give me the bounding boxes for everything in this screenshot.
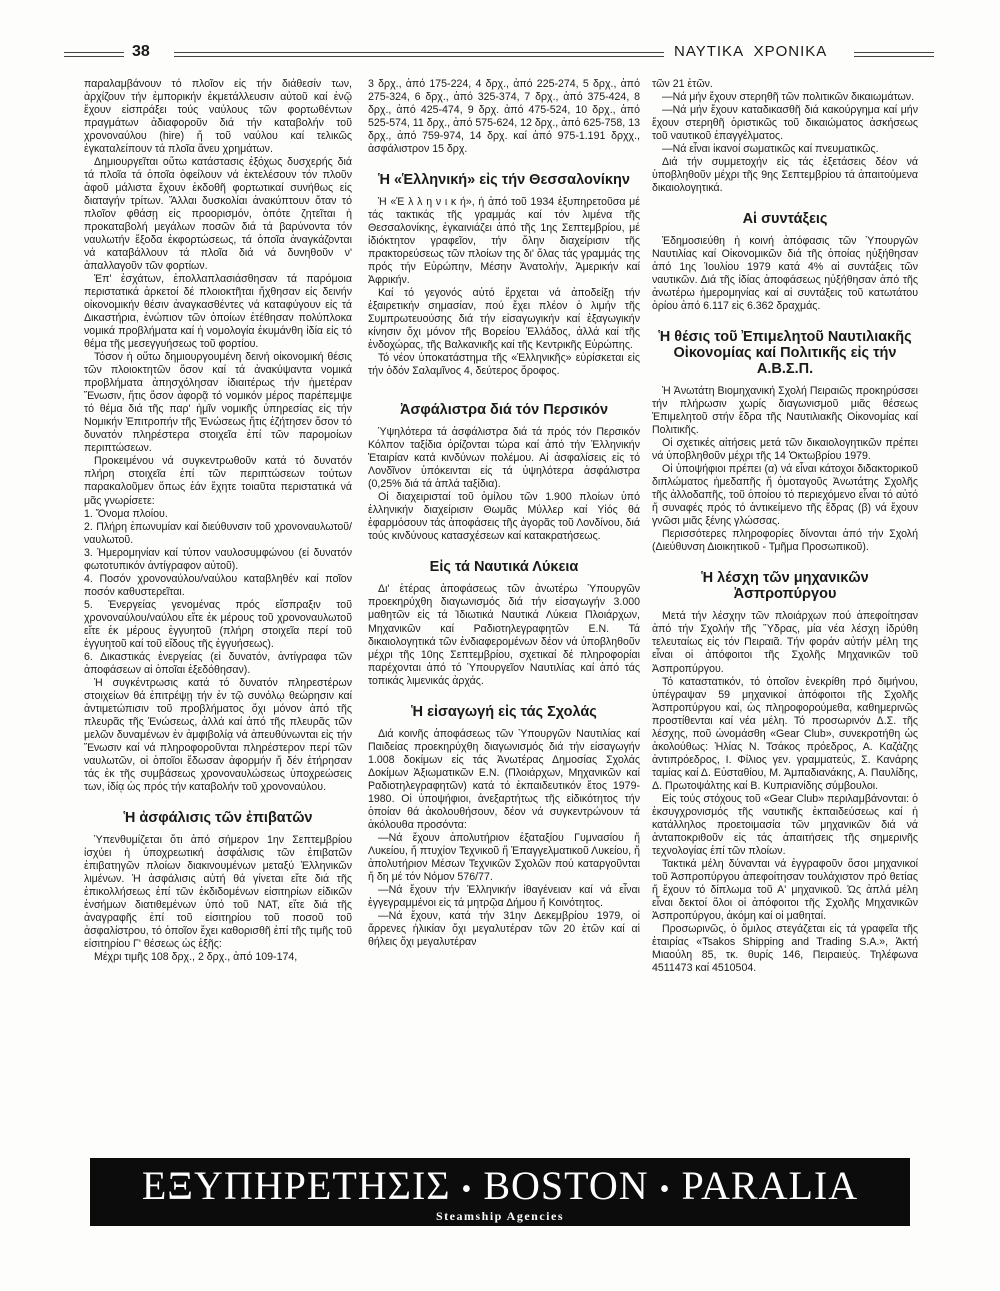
headline-ellinikí-thessaloniki: Ἡ «Ἑλληνική» εἰς τήν Θεσσαλονίκην	[378, 172, 630, 189]
paragraph: Εἰς τούς στόχους τοῦ «Gear Club» περιλαμβάνονται: ὁ ἐκσυγχρονισμός τῆς ναυτικῆς ἐκπαιδεύσεως καί ἡ κατάλληλος προετοιμασία τῶν μηχανικῶν διά νά ἀνταποκριθοῦν εἰς τάς ἀπαιτήσεις τῆς σημερινῆς τεχνολογίας ἐπί τῶν πλοίων.	[652, 792, 918, 857]
article-column-2	[368, 78, 640, 949]
paragraph: Προκειμένου νά συγκεντρωθοῦν κατά τό δυνατόν πλήρη στοιχεῖα ἐπί τῶν περιπτώσεων τούτων παρακαλοῦμεν ὅπως ἐάν ἔχητε τοιαῦτα περιστατικά νά μᾶς γνωρίσετε:	[84, 455, 352, 507]
paragraph: —Νά ἔχουν ἀπολυτήριον ἑξαταξίου Γυμνασίου ἤ Λυκείου, ἤ πτυχίον Τεχνικοῦ ἤ Ἐπαγγελματικοῦ Λυκείου, ἤ ἀπολυτήριον Μέσων Τεχνικῶν Σχολῶν πού καταργοῦνται ἤ δη μέ τόν Νόμον 576/77.	[368, 831, 640, 883]
paragraph: —Νά μήν ἔχουν στερηθῆ τῶν πολιτικῶν δικαιωμάτων.	[662, 91, 915, 104]
paragraph: Τό νέον ὑποκατάστημα τῆς «Ἑλληνικῆς» εὑρίσκεται εἰς τήν ὁδόν Σαλαμῖνος 4, δεύτερος ὄροφος.	[368, 352, 640, 378]
paragraph: Προσωρινῶς, ὁ ὅμιλος στεγάζεται εἰς τά γραφεῖα τῆς ἑταιρίας «Tsakos Shipping and Trading S.A.», Ἀκτή Μιαούλη 85, τκ. θυρίς 146, Πειραιεύς. Τηλέφωνα 4511473 καί 4510504.	[652, 922, 918, 974]
headline-engineers-club: Ἡ λέσχη τῶν μηχανικῶν Ἀσπροπύργου	[701, 570, 869, 603]
page-number: 38	[132, 43, 150, 60]
advertisement-subtitle: Steamship Agencies	[435, 1209, 564, 1223]
header-rule-middle	[174, 52, 664, 57]
list-item: 2. Πλήρη ἐπωνυμίαν καί διεύθυνσιν τοῦ χρονοναυλωτοῦ/ναυλωτοῦ.	[84, 520, 352, 546]
paragraph: Ἐδημοσιεύθη ἡ κοινή ἀπόφασις τῶν Ὑπουργῶν Ναυτιλίας καί Οἰκονομικῶν διά τῆς ὁποίας ηὐξήθησαν ἀπό 1ης Ἰουλίου 1979 κατά 4% αἱ συντάξεις τῶν ναυτικῶν. Διά τῆς ἰδίας ἀποφάσεως ηὐξήθησαν ἀπό τῆς ἀνωτέρω ἡμερομηνίας καί αἱ συντάξεις τοῦ κατωτάτου ὁρίου ἀπό 6.117 εἰς 6.362 δραχμάς.	[652, 235, 918, 313]
headline-school-admission: Ἡ εἰσαγωγή εἰς τάς Σχολάς	[411, 703, 597, 720]
headline-persian-gulf-insurance: Ἀσφάλιστρα διά τόν Περσικόν	[399, 402, 609, 419]
headline-naval-lyceums: Εἰς τά Ναυτικά Λύκεια	[429, 559, 579, 576]
page-header	[64, 43, 934, 67]
ad-word-boston: BOSTON	[483, 1163, 649, 1208]
paragraph: τῶν 21 ἐτῶν.	[652, 78, 713, 90]
paragraph: Δι' ἑτέρας ἀποφάσεως τῶν ἀνωτέρω Ὑπουργῶν προεκηρύχθη διαγωνισμός διά τήν εἰσαγωγήν 3.000 μαθητῶν εἰς τά Ἰδιωτικά Ναυτικά Λύκεια Πλοιάρχων, Μηχανικῶν καί Ραδιοτηλεγραφητῶν Ε.Ν. Τά δικαιολογητικά τῶν ἐνδιαφερομένων δέον νά ὑποβληθοῦν μέχρι τῆς 10ης Σεπτεμβρίου, σχετικαί δέ πληροφορίαι παρέχονται ἀπό τό Ὑπουργεῖον Ναυτιλίας καί ἀπό τάς τοπικάς λιμενικάς ἀρχάς.	[368, 583, 640, 687]
paragraph: —Νά εἶναι ἱκανοί σωματικῶς καί πνευματικῶς.	[662, 143, 879, 156]
paragraph: —Νά ἔχουν τήν Ἑλληνικήν ἰθαγένειαν καί νά εἶναι ἐγγεγραμμένοι εἰς τά μητρῷα Δήμου ἤ Κοινότητος.	[368, 883, 640, 909]
ad-separator: •	[461, 1173, 473, 1205]
paragraph: Ἐπ' ἐσχάτων, ἐπολλαπλασιάσθησαν τά παρόμοια περιστατικά ἀρκετοί δέ πλοιοκτῆται ἤχθησαν εἰς δεινήν οἰκονομικήν θέσιν ἀναγκασθέντες νά καταφύγουν εἰς τά Δικαστήρια, ἐνώπιον τῶν ὁποίων ἐτέθησαν πολύπλοκα νομικά προβλήματα καί ἡ νομολογία ἐκυμάνθη ἰδία εἰς τό θέμα τῆς μεσεγγυήσεως τοῦ φορτίου.	[84, 273, 352, 351]
requested-info-list	[84, 508, 352, 677]
paragraph: Ἡ Ἀνωτάτη Βιομηχανική Σχολή Πειραιῶς προκηρύσσει τήν πλήρωσιν χωρίς διαγωνισμοῦ μιᾶς θέσεως Ἐπιμελητοῦ στήν ἕδρα τῆς Ναυτιλιακῆς Οἰκονομίας καί Πολιτικῆς.	[652, 385, 918, 437]
paragraph: Οἱ σχετικές αἰτήσεις μετά τῶν δικαιολογητικῶν πρέπει νά ὑποβληθοῦν μέχρι τῆς 14 Ὀκτωβρίου 1979.	[652, 437, 918, 463]
publication-title: ΝΑΥΤΙΚΑ ΧΡΟΝΙΚΑ	[674, 43, 828, 60]
paragraph: Τόσον ἡ οὕτω δημιουργουμένη δεινή οἰκονομική θέσις τῶν πλοιοκτητῶν ὅσον καί τά ἀνακύψαντα νομικά προβλήματα ἀπησχόλησαν ἰδιαιτέρως τήν ἡμετέραν Ἕνωσιν, ἥτις ὅσον ἀφορᾷ τό νομικόν μέρος παρέπεμψε τό θέμα διά τῆς παρ' ἡμῖν νομικῆς ὑπηρεσίας εἰς τήν Νομικήν Ἐπιτροπήν τῆς Ἑνώσεως ἥτις ἐζήτησεν ὅσον τό δυνατόν πληρέστερα στοιχεῖα ἐπί τῶν παρομοίων περιπτώσεων.	[84, 351, 352, 455]
paragraph: Καί τό γεγονός αὐτό ἔρχεται νά ἀποδείξῃ τήν ἐξαιρετικήν σημασίαν, πού ἔχει πλέον ὁ λιμήν τῆς Συμπρωτευούσης διά τήν εἰσαγωγικήν καί ἐξαγωγικήν κίνησιν ὄχι μόνον τῆς Βορείου Ἑλλάδος, ἀλλά καί τῆς ἐνδοχώρας, τῆς Βαλκανικῆς καί τῆς Κεντρικῆς Εὐρώπης.	[368, 287, 640, 352]
header-rule-left	[64, 52, 124, 57]
paragraph: Ὑπενθυμίζεται ὅτι ἀπό σήμερον 1ην Σεπτεμβρίου ἰσχύει ἡ ὑποχρεωτική ἀσφάλισις τῶν ἐπιβατῶν ἐπιβατηγῶν πλοίων διακινουμένων μεταξύ Ἑλληνικῶν λιμένων. Ἡ ἀσφάλισις αὐτή θά γίνεται εἴτε διά τῆς ἐπικολλήσεως ἐπί τῶν ἐκδιδομένων εἰσιτηρίων εἰδικῶν ἐνσήμων διατιθεμένων ὑπό τοῦ ΝΑΤ, εἴτε διά τῆς ἀναγραφῆς ἐπί τοῦ εἰσιτηρίου τοῦ ποσοῦ τοῦ ἀσφαλίστρου, τό ὁποῖον ἔχει καθορισθῆ ἐπί τῆς τιμῆς τοῦ εἰσιτηρίου Γ' θέσεως ὡς ἑξῆς:	[84, 833, 352, 950]
header-rule-right	[854, 52, 934, 57]
paragraph: Ὑψηλότερα τά ἀσφάλιστρα διά τά πρός τόν Περσικόν Κόλπον ταξίδια ὁρίζονται τώρα καί ἀπό τήν Ἑλληνικήν Ἑταιρίαν κατά κινδύνων πολέμου. Αἱ ἀσφαλίσεις εἰς τό Λονδῖνον ὑπόκεινται εἰς τά ὑψηλότερα ἀσφάλιστρα (0,25% διά τά ἁπλά ταξίδια).	[368, 426, 640, 491]
headline-curator-position: Ἡ θέσις τοῦ Ἐπιμελητοῦ Ναυτιλιακῆς Οἰκονομίας καί Πολιτικῆς εἰς τήν Α.Β.Σ.Π.	[658, 329, 912, 378]
ad-word-paralia: PARALIA	[681, 1163, 859, 1208]
paragraph: —Νά μήν ἔχουν καταδικασθῆ διά κακούργημα καί μήν ἔχουν στερηθῆ ὁριστικῶς τοῦ δικαιώματος ἀσκήσεως τοῦ ναυτικοῦ ἐπαγγέλματος.	[652, 104, 918, 143]
paragraph: Ἡ «Ἑ λ λ η ν ι κ ή», ἡ ἀπό τοῦ 1934 ἐξυπηρετοῦσα μέ τάς τακτικάς τῆς γραμμάς καί τόν λιμένα τῆς Θεσσαλονίκης, ἐγκαινιάζει ἀπό τῆς 1ης Σεπτεμβρίου, μέ ἰδιόκτητον γραφεῖον, τήν ὅλην διαχείρισιν τῆς πρακτορεύσεως τῶν πλοίων της δι' ὅλας τάς γραμμάς της πρός τήν Εὐρώπην, Μέσην Ἀνατολήν, Ἀμερικήν καί Ἀφρικήν.	[368, 196, 640, 287]
paragraph: Μέχρι τιμῆς 108 δρχ., 2 δρχ., ἀπό 109-174,	[94, 951, 298, 963]
paragraph: Διά τήν συμμετοχήν εἰς τάς ἐξετάσεις δέον νά ὑποβληθοῦν μέχρι τῆς 9ης Σεπτεμβρίου τά ἀπαιτούμενα δικαιολογητικά.	[652, 156, 918, 195]
list-item: 5. Ἐνεργείας γενομένας πρός εἴσπραξιν τοῦ χρονοναύλου/ναύλου εἴτε ἐκ μέρους τοῦ χρονοναυλωτοῦ εἴτε ἐκ μέρους ἐγγυητοῦ (πλήρη στοιχεῖα περί τοῦ ἐγγυητοῦ καί τοῦ εἴδους τῆς ἐγγυήσεως).	[84, 598, 352, 650]
paragraph: Δημιουργεῖται οὕτω κατάστασις ἐξόχως δυσχερής διά τά πλοῖα τά ὁποῖα ὀφείλουν νά ἐκτελέσουν τόν πλοῦν ἀφοῦ μάλιστα ἔχουν ἐκδοθῆ φορτωτικαί συνήθως εἰς διαταγήν τρίτων. Ἄλλαι δυσκολίαι ἀνακύπτουν ὅταν τό πλοῖον φθάσῃ εἰς προορισμόν, ὁπότε ζητεῖται ἡ προκαταβολή μεγάλων ποσῶν διά τά βαρύνοντα τόν ναυλωτήν ἔξοδα ἐκφορτώσεως, τά ὁποῖα ἀναγκάζονται νά καταβάλλουν τά πλοῖα διά νά δυνηθοῦν ν' ἀπαλλαγοῦν τῶν φορτίων.	[84, 156, 352, 273]
paragraph: Μετά τήν λέσχην τῶν πλοιάρχων πού ἀπεφοίτησαν ἀπό τήν Σχολήν τῆς Ὕδρας, μία νέα λέσχη ἱδρύθη τελευταίως εἰς τόν Πειραιᾶ. Τήν φοράν αὐτήν μέλη της εἶναι οἱ ἀπόφοιτοι τῆς Σχολῆς Μηχανικῶν τοῦ Ἀσπροπύργου.	[652, 610, 918, 675]
paragraph: Τό καταστατικόν, τό ὁποῖον ἐνεκρίθη πρό διμήνου, ὑπέγραψαν 59 μηχανικοί ἀπόφοιτοι τῆς Σχολῆς Ἀσπροπύργου καί, ὡς πληροφορούμεθα, καθημερινῶς προστίθενται καί νέα μέλη. Τό προσωρινόν Δ.Σ. τῆς λέσχης, ποῦ ὠνομάσθη «Gear Club», συνεκροτήθη ὡς ἀκολούθως: Ἠλίας Ν. Τσάκος πρόεδρος, Α. Καζάζης ἀντιπρόεδρος, Ι. Φίλιος γεν. γραμματεύς, Σ. Κανάρης ταμίας καί Δ. Εὐσταθίου, Μ. Ἀμπαδιανάκης, Α. Παυλίδης, Δ. Πρωτοψάλτης καί Β. Κυπριανίδης σύμβουλοι.	[652, 675, 918, 792]
paragraph: 3 δρχ., ἀπό 175-224, 4 δρχ., ἀπό 225-274, 5 δρχ., ἀπό 275-324, 6 δρχ., ἀπό 325-374, 7 δρχ., ἀπό 375-424, 8 δρχ., ἀπό 425-474, 9 δρχ. ἀπό 475-524, 10 δρχ., ἀπό 525-574, 11 δρχ., ἀπό 575-624, 12 δρχ., ἀπό 625-758, 13 δρχ., ἀπό 759-974, 14 δρχ. καί ἀπό 975-1.191 δρχχ., ἀσφάλιστρον 15 δρχ.	[368, 78, 640, 156]
ad-word-exypiretisis: ΕΞΥΠΗΡΕΤΗΣΙΣ	[141, 1163, 451, 1208]
paragraph: —Νά ἔχουν, κατά τήν 31ην Δεκεμβρίου 1979, οἱ ἄρρενες ἡλικίαν ὄχι μεγαλυτέραν τῶν 20 ἐτῶν καί αἱ θήλεις ὄχι μεγαλυτέραν	[368, 909, 640, 948]
list-item: 3. Ἡμερομηνίαν καί τύπον ναυλοσυμφώνου (εἰ δυνατόν φωτοτυπικόν ἀντίγραφον αὐτοῦ).	[84, 546, 352, 572]
headline-pensions: Αἱ συντάξεις	[742, 211, 828, 228]
article-column-1	[84, 78, 352, 964]
paragraph: Ἡ συγκέντρωσις κατά τό δυνατόν πληρεστέρων στοιχείων θά ἐπιτρέψῃ τήν ἐν τῷ συνόλῳ θεώρησιν καί ἀντιμετώπισιν τοῦ προβλήματος ὄχι μόνον ἀπό τῆς πλευρᾶς τῆς Ἑνώσεως, ἀλλά καί ἀπό τῆς πλευρᾶς τῶν μελῶν δυναμένων ἐν ἀμφιβολίᾳ νά ἀπευθύνωνται εἰς τήν Ἕνωσιν καί νά πληροφοροῦνται πληρέστερον περί τῶν ναυλωτῶν, οἱ ὁποῖοι ἔδωσαν ἀφορμήν ἤ δέν ἐτήρησαν τάς ἐκ τῆς συμβάσεως χρονοναυλώσεως ὑποχρεώσεις των, ἰδίᾳ ὡς πρός τήν καταβολήν τοῦ χρονοναύλου.	[84, 676, 352, 793]
article-column-3	[652, 78, 918, 975]
paragraph: Οἱ διαχειρισταί τοῦ ὁμίλου τῶν 1.900 πλοίων ὑπό ἑλληνικήν διαχείρισιν Θωμᾶς Μύλλερ καί Υἱός θά ἐφαρμόσουν τάς ἀποφάσεις τῆς ἀγορᾶς τοῦ Λονδίνου, διά τούς κινδύνους κατασχέσεων καί κατακρατήσεως.	[368, 491, 640, 543]
headline-passenger-insurance: Ἡ ἀσφάλισις τῶν ἐπιβατῶν	[123, 809, 313, 826]
advertisement-banner	[90, 1158, 910, 1226]
paragraph: Τακτικά μέλη δύνανται νά ἐγγραφοῦν ὅσοι μηχανικοί τοῦ Ἀσπροπύργου ἀπεφοίτησαν τουλάχιστον πρό θετίας ἤ ἔχουν τό δίπλωμα τοῦ Α' μηχανικοῦ. Ὡς ἀπλά μέλη εἶναι δεκτοί ὅλοι οἱ ἀπόφοιτοι τῆς Σχολῆς Μηχανικῶν Ἀσπροπύργου, ἀκόμη καί οἱ μαθηταί.	[652, 857, 918, 922]
paragraph: Διά κοινῆς ἀποφάσεως τῶν Ὑπουργῶν Ναυτιλίας καί Παιδείας προεκηρύχθη διαγωνισμός διά τήν εἰσαγωγήν 1.008 δοκίμων εἰς τάς Ἀνωτέρας Δημοσίας Σχολάς Δοκίμων Ἀξιωματικῶν Ε.Ν. (Πλοιάρχων, Μηχανικῶν καί Ραδιοτηλεγραφητῶν) κατά τό ἐκπαιδευτικόν ἔτος 1979-1980. Οἱ ὑποψήφιοι, ἀνεξαρτήτως τῆς εἰδικότητος τήν ὁποίαν θά ἀκολουθήσουν, δέον νά συγκεντρώνουν τά ἀκόλουθα προσόντα:	[368, 727, 640, 831]
paragraph: Οἱ ὑποψήφιοι πρέπει (α) νά εἶναι κάτοχοι διδακτορικοῦ διπλώματος ἡμεδαπῆς ἤ ὁμοταγοῦς Ἀνωτάτης Σχολῆς τῆς ἀλλοδαπῆς, τοῦ ὁποίου τό περιεχόμενο εἶναι τό αὐτό ἤ συναφές πρός τό ἀντικείμενο τῆς ἕδρας (β) νά ἔχουν γνῶσι μιᾶς ξένης γλώσσας.	[652, 463, 918, 528]
list-item: 4. Ποσόν χρονοναύλου/ναύλου καταβληθέν καί ποῖον ποσόν καθυστερεῖται.	[84, 572, 352, 598]
paragraph: παραλαμβάνουν τό πλοῖον εἰς τήν διάθεσίν των, ἀρχίζουν τήν ἐμπορικήν ἐκμετάλλευσιν αὐτοῦ καί ἐνῷ ἔχουν εἰσπράξει τούς ναύλους τῶν φορτωθέντων πραγμάτων ἀδιαφοροῦν διά τήν καταβολήν τοῦ χρονοναύλου (hire) ἤ τοῦ ναύλου καί τελικῶς ἐγκαταλείπουν τά πλοῖα ἄνευ χρημάτων.	[84, 78, 352, 156]
ad-separator: •	[659, 1173, 671, 1205]
list-item: 6. Δικαστικάς ἐνεργείας (εἰ δυνατόν, ἀντίγραφα τῶν ἀποφάσεων αἱ ὁποῖαι ἐξεδόθησαν).	[84, 650, 352, 676]
advertisement-title	[90, 1164, 910, 1212]
list-item: 1. Ὄνομα πλοίου.	[84, 507, 168, 520]
paragraph: Περισσότερες πληροφορίες δίνονται ἀπό τήν Σχολή (Διεύθυνση Διοικητικοῦ - Τμῆμα Προσωπικοῦ).	[652, 528, 918, 554]
